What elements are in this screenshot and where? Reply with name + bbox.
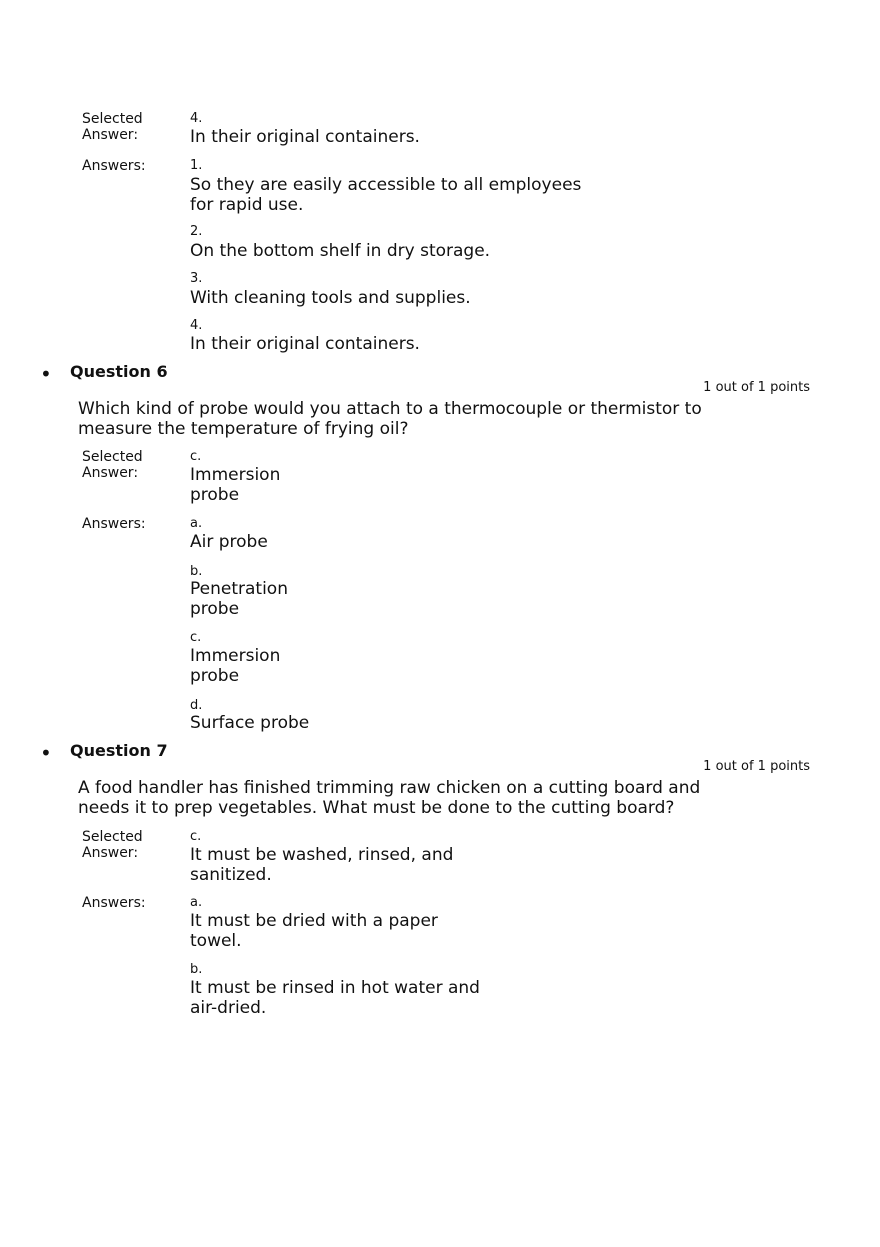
- answer-option-letter: b.: [190, 962, 203, 977]
- answer-option-text: Air probe: [190, 532, 268, 552]
- selected-answer-letter: c.: [190, 829, 202, 844]
- answer-option-text: So they are easily accessible to all employees for rapid use.: [190, 175, 582, 215]
- question-text: A food handler has finished trimming raw chicken on a cutting board and needs it to prep vegetables. What must be done to the cutting board?: [78, 778, 701, 818]
- answer-option-text: On the bottom shelf in dry storage.: [190, 241, 491, 261]
- question-points: 1 out of 1 points: [703, 380, 810, 395]
- answer-option-letter: 3.: [190, 271, 203, 286]
- question-points: 1 out of 1 points: [703, 759, 810, 774]
- answer-option-text: Penetration probe: [190, 579, 288, 619]
- answer-option-letter: d.: [190, 698, 203, 713]
- answers-label: Answers:: [82, 516, 146, 532]
- answer-option-text: It must be dried with a paper towel.: [190, 911, 438, 951]
- selected-answer-label: Selected Answer:: [82, 111, 143, 143]
- selected-answer-text: Immersion probe: [190, 465, 281, 505]
- selected-answer-label: Selected Answer:: [82, 449, 143, 481]
- answer-option-letter: a.: [190, 516, 203, 531]
- bullet-icon: •: [40, 741, 52, 765]
- selected-answer-letter: c.: [190, 449, 202, 464]
- answer-option-text: Surface probe: [190, 713, 310, 733]
- selected-answer-text: It must be washed, rinsed, and sanitized.: [190, 845, 454, 885]
- answer-option-letter: 1.: [190, 158, 203, 173]
- question-title: Question 6: [70, 362, 168, 381]
- answers-label: Answers:: [82, 158, 146, 174]
- answer-option-text: Immersion probe: [190, 646, 281, 686]
- question-text: Which kind of probe would you attach to a thermocouple or thermistor to measure the temperature of frying oil?: [78, 399, 702, 439]
- answer-option-text: With cleaning tools and supplies.: [190, 288, 471, 308]
- answer-option-letter: 4.: [190, 318, 203, 333]
- answer-option-letter: 2.: [190, 224, 203, 239]
- question-title: Question 7: [70, 741, 168, 760]
- selected-answer-label: Selected Answer:: [82, 829, 143, 861]
- answer-option-text: In their original containers.: [190, 334, 420, 354]
- answers-label: Answers:: [82, 895, 146, 911]
- answer-option-letter: a.: [190, 895, 203, 910]
- answer-option-letter: c.: [190, 630, 202, 645]
- selected-answer-text: In their original containers.: [190, 127, 420, 147]
- answer-option-text: It must be rinsed in hot water and air-dried.: [190, 978, 480, 1018]
- bullet-icon: •: [40, 362, 52, 386]
- selected-answer-letter: 4.: [190, 111, 203, 126]
- answer-option-letter: b.: [190, 564, 203, 579]
